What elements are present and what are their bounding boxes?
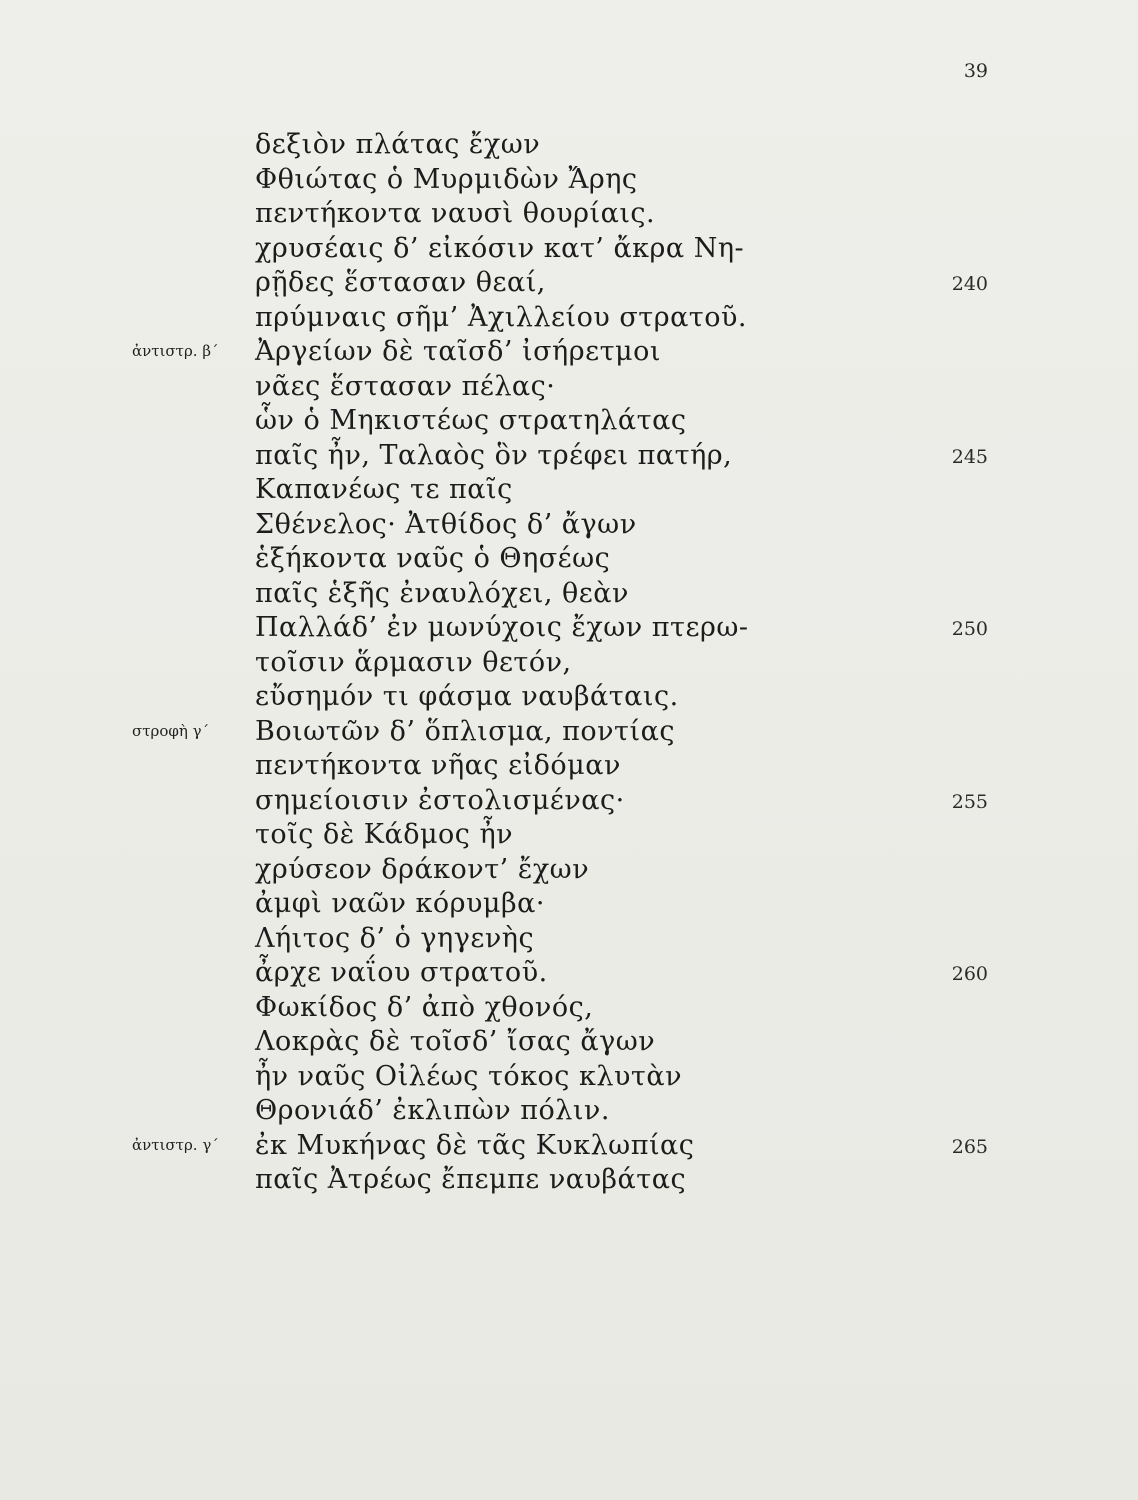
verse-line <box>0 784 1138 819</box>
verse-line <box>0 197 1138 232</box>
verse-text: παῖς Ἀτρέως ἔπεμπε ναυβάτας <box>255 1164 687 1195</box>
line-number: 255 <box>951 790 988 813</box>
verse-line <box>0 1163 1138 1198</box>
line-number: 250 <box>951 618 988 640</box>
strophe-label: ἀντιστρ. β΄ <box>132 342 219 360</box>
verse-line <box>0 439 1138 474</box>
verse-line <box>0 128 1138 163</box>
verse-line <box>0 370 1138 405</box>
verse-line <box>0 1094 1138 1129</box>
strophe-label: ἀντιστρ. γ΄ <box>132 1135 219 1154</box>
verse-text: ρῇδες ἕστασαν θεαί, <box>255 267 546 298</box>
verse-text: δεξιὸν πλάτας ἔχων <box>255 129 541 160</box>
verse-line <box>0 163 1138 198</box>
verse-text: Σθένελος· Ἀτθίδος δ’ ἄγων <box>255 508 637 540</box>
verse-line <box>0 266 1138 301</box>
verse-text: Βοιωτῶν δ’ ὅπλισμα, ποντίας <box>255 715 675 747</box>
verse-text: Παλλάδ’ ἐν μωνύχοις ἔχων πτερω- <box>255 612 749 643</box>
verse-text: ἐκ Μυκήνας δὲ τᾶς Κυκλωπίας <box>255 1129 695 1161</box>
line-number: 240 <box>951 273 988 295</box>
verse-text: τοῖς δὲ Κάδμος ἦν <box>255 819 514 850</box>
verse-line <box>0 542 1138 577</box>
verse-text: Καπανέως τε παῖς <box>255 474 513 505</box>
verse-text: χρυσέαις δ’ εἰκόσιν κατ’ ἄκρα Νη- <box>255 232 745 264</box>
verse-line <box>0 1025 1138 1060</box>
verse-text: ὧν ὁ Μηκιστέως στρατηλάτας <box>255 405 687 436</box>
verse-line <box>0 922 1138 957</box>
verse-text: πεντήκοντα νῆας εἰδόμαν <box>255 750 621 781</box>
verse-line <box>0 577 1138 612</box>
verse-text: Θρονιάδ’ ἐκλιπὼν πόλιν. <box>255 1095 610 1126</box>
verse-text: Ἀργείων δὲ ταῖσδ’ ἰσήρετμοι <box>255 336 661 367</box>
verse-line <box>0 680 1138 715</box>
verse-line <box>0 611 1138 646</box>
line-number: 245 <box>951 445 988 468</box>
verse-line <box>0 404 1138 439</box>
verse-line <box>0 1129 1138 1164</box>
verse-text: ἀμφὶ ναῶν κόρυμβα· <box>255 888 545 919</box>
verse-text: ἦν ναῦς Οἰλέως τόκος κλυτὰν <box>255 1060 682 1092</box>
verse-line <box>0 853 1138 888</box>
page-number: 39 <box>963 60 988 82</box>
verse-text: Φθιώτας ὁ Μυρμιδὼν Ἄρης <box>255 163 638 195</box>
verse-line <box>0 1060 1138 1095</box>
verse-text: σημείοισιν ἐστολισμένας· <box>255 784 625 816</box>
verse-text: παῖς ἦν, Ταλαὸς ὃν τρέφει πατήρ, <box>255 439 733 471</box>
verse-line <box>0 508 1138 543</box>
verse-text: Φωκίδος δ’ ἀπὸ χθονός, <box>255 991 594 1023</box>
verse-line <box>0 887 1138 922</box>
verse-line <box>0 335 1138 370</box>
verse-block <box>0 128 1138 1198</box>
verse-line <box>0 232 1138 267</box>
verse-text: πρύμναις σῆμ’ Ἀχιλλείου στρατοῦ. <box>255 301 747 333</box>
verse-line <box>0 956 1138 991</box>
line-number: 265 <box>951 1135 988 1158</box>
verse-text: νᾶες ἕστασαν πέλας· <box>255 370 556 402</box>
verse-text: χρύσεον δράκοντ’ ἔχων <box>255 853 590 885</box>
line-number: 260 <box>951 963 988 985</box>
verse-line <box>0 301 1138 336</box>
verse-line <box>0 818 1138 853</box>
verse-line <box>0 473 1138 508</box>
verse-text: Λήιτος δ’ ὁ γηγενὴς <box>255 922 535 954</box>
strophe-label: στροφὴ γ΄ <box>132 721 210 740</box>
verse-text: Λοκρὰς δὲ τοῖσδ’ ἴσας ἄγων <box>255 1026 656 1057</box>
verse-line <box>0 646 1138 681</box>
verse-text: εὔσημόν τι φάσμα ναυβάταις. <box>255 681 679 712</box>
verse-line <box>0 749 1138 784</box>
verse-text: πεντήκοντα ναυσὶ θουρίαις. <box>255 198 656 229</box>
verse-text: παῖς ἑξῆς ἐναυλόχει, θεὰν <box>255 577 629 609</box>
verse-line <box>0 715 1138 750</box>
verse-text: ἑξήκοντα ναῦς ὁ Θησέως <box>255 543 611 574</box>
verse-line <box>0 991 1138 1026</box>
verse-text: ἆρχε ναΐου στρατοῦ. <box>255 957 548 988</box>
verse-text: τοῖσιν ἅρμασιν θετόν, <box>255 646 572 678</box>
